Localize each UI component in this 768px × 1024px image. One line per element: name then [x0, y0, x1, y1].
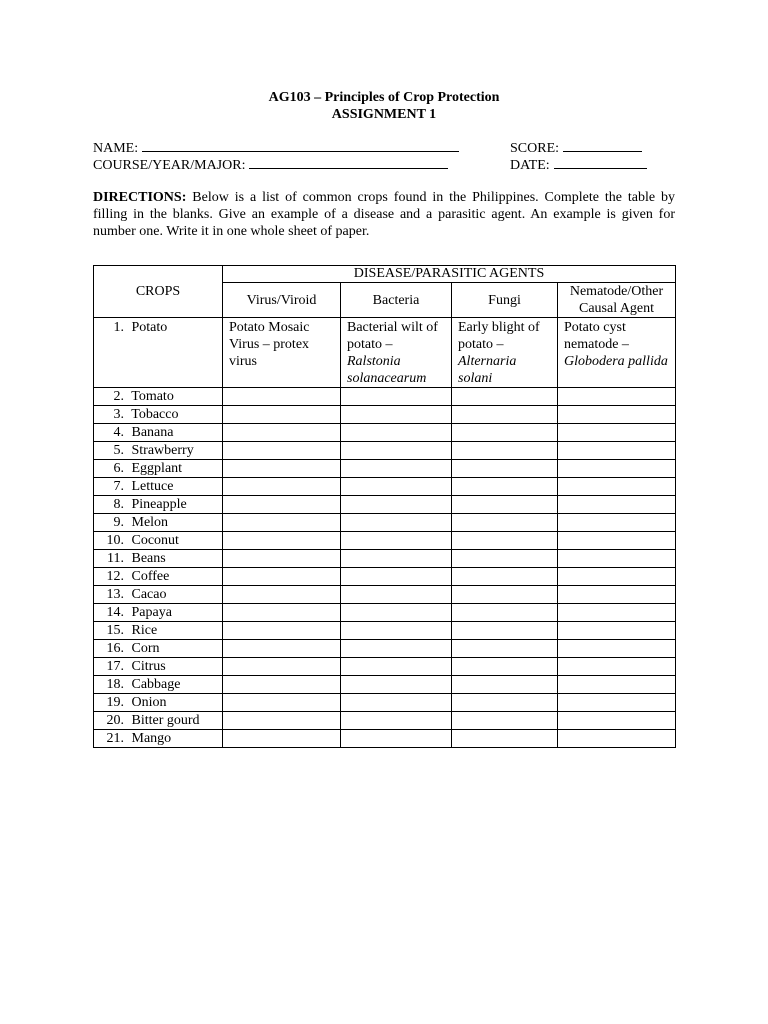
crop-name: Coffee — [131, 569, 170, 584]
nematode-answer-cell[interactable] — [558, 424, 676, 442]
crop-cell — [94, 640, 223, 658]
nematode-answer-cell[interactable] — [558, 496, 676, 514]
table-row — [94, 496, 676, 514]
nematode-answer-cell[interactable] — [558, 514, 676, 532]
crop-name: Cabbage — [131, 677, 181, 692]
table-row — [94, 424, 676, 442]
bacteria-column-header: Bacteria — [341, 283, 452, 318]
virus-answer-cell[interactable] — [223, 658, 341, 676]
fungi-answer-cell[interactable] — [452, 460, 558, 478]
course-title: AG103 – Principles of Crop Protection — [268, 90, 500, 105]
crop-cell — [94, 604, 223, 622]
table-row — [94, 622, 676, 640]
nematode-answer-cell[interactable] — [558, 658, 676, 676]
crop-number: 14. — [106, 605, 124, 620]
bacteria-answer-cell[interactable] — [341, 532, 452, 550]
fungi-answer-cell[interactable] — [452, 442, 558, 460]
crop-cell — [94, 586, 223, 604]
virus-answer-cell[interactable] — [223, 442, 341, 460]
crop-name: Banana — [131, 425, 174, 440]
crop-number: 2. — [113, 389, 124, 404]
virus-answer-cell[interactable] — [223, 730, 341, 748]
crop-number: 8. — [113, 497, 124, 512]
fungi-answer-cell[interactable] — [452, 532, 558, 550]
crop-number: 7. — [113, 479, 124, 494]
nematode-cell — [558, 318, 676, 388]
crop-cell — [94, 442, 223, 460]
crop-number: 4. — [113, 425, 124, 440]
table-row — [94, 442, 676, 460]
name-label: NAME: — [93, 141, 139, 156]
crop-name: Onion — [131, 695, 167, 710]
nematode-answer-cell[interactable] — [558, 586, 676, 604]
virus-cell: Potato Mosaic Virus – protex virus — [223, 318, 341, 388]
table-row — [94, 586, 676, 604]
fungi-answer-cell[interactable] — [452, 622, 558, 640]
name-blank[interactable] — [142, 138, 459, 152]
fungi-answer-cell[interactable] — [452, 730, 558, 748]
fungi-answer-cell[interactable] — [452, 550, 558, 568]
virus-answer-cell[interactable] — [223, 586, 341, 604]
table-row — [94, 532, 676, 550]
fungi-disease: Early blight of potato – — [458, 320, 540, 352]
score-blank[interactable] — [563, 138, 642, 152]
crop-disease-table — [93, 265, 676, 748]
bacteria-answer-cell[interactable] — [341, 496, 452, 514]
crop-cell — [94, 676, 223, 694]
date-field — [510, 155, 647, 174]
crop-name: Rice — [131, 623, 158, 638]
crop-number: 21. — [106, 731, 124, 746]
crop-number: 3. — [113, 407, 124, 422]
example-row — [94, 318, 676, 388]
fungi-answer-cell[interactable] — [452, 586, 558, 604]
student-fields — [93, 138, 675, 172]
bacteria-answer-cell[interactable] — [341, 514, 452, 532]
table-row — [94, 694, 676, 712]
virus-answer-cell[interactable] — [223, 568, 341, 586]
directions-paragraph — [93, 189, 675, 240]
crop-name: Pineapple — [131, 497, 187, 512]
virus-answer-cell[interactable] — [223, 712, 341, 730]
table-row — [94, 406, 676, 424]
fungi-answer-cell[interactable] — [452, 604, 558, 622]
bacteria-answer-cell[interactable] — [341, 478, 452, 496]
bacteria-answer-cell[interactable] — [341, 730, 452, 748]
date-label: DATE: — [510, 158, 550, 173]
table-row — [94, 730, 676, 748]
table-row — [94, 568, 676, 586]
table-row — [94, 676, 676, 694]
virus-answer-cell[interactable] — [223, 496, 341, 514]
crop-name: Coconut — [131, 533, 179, 548]
crop-number: 17. — [106, 659, 124, 674]
table-row — [94, 712, 676, 730]
table-row — [94, 658, 676, 676]
fungi-answer-cell[interactable] — [452, 676, 558, 694]
fungi-answer-cell[interactable] — [452, 478, 558, 496]
table-row — [94, 550, 676, 568]
virus-answer-cell[interactable] — [223, 640, 341, 658]
fungi-answer-cell[interactable] — [452, 694, 558, 712]
bacteria-answer-cell[interactable] — [341, 712, 452, 730]
nematode-answer-cell[interactable] — [558, 460, 676, 478]
crop-cell — [94, 568, 223, 586]
course-label: COURSE/YEAR/MAJOR: — [93, 158, 246, 173]
fungi-answer-cell[interactable] — [452, 712, 558, 730]
crop-cell — [94, 318, 223, 388]
crop-name: Corn — [131, 641, 160, 656]
fungi-answer-cell[interactable] — [452, 496, 558, 514]
virus-answer-cell[interactable] — [223, 424, 341, 442]
crop-cell — [94, 658, 223, 676]
bacteria-answer-cell[interactable] — [341, 622, 452, 640]
table-row — [94, 604, 676, 622]
crop-number: 15. — [106, 623, 124, 638]
bacteria-answer-cell[interactable] — [341, 604, 452, 622]
crop-name: Citrus — [131, 659, 166, 674]
virus-answer-cell[interactable] — [223, 622, 341, 640]
nematode-column-header: Nematode/Other Causal Agent — [558, 283, 676, 318]
fungi-answer-cell[interactable] — [452, 640, 558, 658]
crop-cell — [94, 496, 223, 514]
nematode-answer-cell[interactable] — [558, 532, 676, 550]
nematode-answer-cell[interactable] — [558, 694, 676, 712]
crop-rows — [94, 388, 676, 748]
nematode-answer-cell[interactable] — [558, 622, 676, 640]
virus-answer-cell[interactable] — [223, 460, 341, 478]
crop-number: 20. — [106, 713, 124, 728]
crop-cell — [94, 712, 223, 730]
table-row — [94, 640, 676, 658]
crop-number: 12. — [106, 569, 124, 584]
course-field — [93, 155, 448, 174]
crop-cell — [94, 424, 223, 442]
crop-cell — [94, 694, 223, 712]
crop-name: Tomato — [131, 389, 174, 404]
crop-name: Bitter gourd — [131, 713, 200, 728]
bacteria-disease: Bacterial wilt of potato – — [347, 320, 438, 352]
bacteria-answer-cell[interactable] — [341, 694, 452, 712]
bacteria-answer-cell[interactable] — [341, 388, 452, 406]
crop-number: 16. — [106, 641, 124, 656]
table-header-row-1 — [94, 266, 676, 283]
crop-cell — [94, 532, 223, 550]
bacteria-answer-cell[interactable] — [341, 640, 452, 658]
bacteria-answer-cell[interactable] — [341, 550, 452, 568]
crop-name: Potato — [131, 320, 168, 335]
virus-answer-cell[interactable] — [223, 694, 341, 712]
crop-number: 5. — [113, 443, 124, 458]
bacteria-answer-cell[interactable] — [341, 568, 452, 586]
virus-answer-cell[interactable] — [223, 676, 341, 694]
fungi-answer-cell[interactable] — [452, 424, 558, 442]
bacteria-answer-cell[interactable] — [341, 658, 452, 676]
virus-answer-cell[interactable] — [223, 478, 341, 496]
fungi-cell — [452, 318, 558, 388]
fungi-answer-cell[interactable] — [452, 406, 558, 424]
fungi-answer-cell[interactable] — [452, 658, 558, 676]
bacteria-answer-cell[interactable] — [341, 406, 452, 424]
crop-cell — [94, 730, 223, 748]
virus-answer-cell[interactable] — [223, 406, 341, 424]
crop-name: Tobacco — [131, 407, 179, 422]
fungi-agent: Alternaria solani — [458, 354, 517, 386]
bacteria-agent: Ralstonia solanacearum — [347, 354, 427, 386]
crop-cell — [94, 622, 223, 640]
nematode-answer-cell[interactable] — [558, 568, 676, 586]
virus-answer-cell[interactable] — [223, 388, 341, 406]
crop-name: Beans — [131, 551, 166, 566]
virus-column-header: Virus/Viroid — [223, 283, 341, 318]
nematode-answer-cell[interactable] — [558, 604, 676, 622]
nematode-answer-cell[interactable] — [558, 550, 676, 568]
bacteria-answer-cell[interactable] — [341, 460, 452, 478]
nematode-answer-cell[interactable] — [558, 478, 676, 496]
document-title — [93, 89, 675, 123]
fungi-answer-cell[interactable] — [452, 388, 558, 406]
table-row — [94, 460, 676, 478]
table-row — [94, 514, 676, 532]
crop-cell — [94, 514, 223, 532]
bacteria-answer-cell[interactable] — [341, 442, 452, 460]
crop-number: 11. — [107, 551, 124, 566]
crop-name: Cacao — [131, 587, 167, 602]
crop-number: 1. — [113, 320, 124, 335]
directions-label: DIRECTIONS: — [93, 190, 187, 205]
crop-cell — [94, 388, 223, 406]
crop-cell — [94, 478, 223, 496]
bacteria-answer-cell[interactable] — [341, 586, 452, 604]
crop-name: Eggplant — [131, 461, 183, 476]
score-label: SCORE: — [510, 141, 560, 156]
fungi-answer-cell[interactable] — [452, 514, 558, 532]
crops-header: CROPS — [94, 266, 223, 318]
crop-cell — [94, 406, 223, 424]
nematode-answer-cell[interactable] — [558, 640, 676, 658]
crop-number: 10. — [106, 533, 124, 548]
bacteria-answer-cell[interactable] — [341, 424, 452, 442]
crop-number: 13. — [106, 587, 124, 602]
virus-answer-cell[interactable] — [223, 550, 341, 568]
crop-name: Melon — [131, 515, 169, 530]
crop-name: Strawberry — [131, 443, 194, 458]
virus-answer-cell[interactable] — [223, 514, 341, 532]
crop-number: 19. — [106, 695, 124, 710]
nematode-answer-cell[interactable] — [558, 406, 676, 424]
bacteria-answer-cell[interactable] — [341, 676, 452, 694]
disease-group-header: DISEASE/PARASITIC AGENTS — [223, 266, 676, 283]
nematode-answer-cell[interactable] — [558, 442, 676, 460]
directions-text: Below is a list of common crops found in the Philippines. Complete the table by filling in the blanks. Give an example of a disease and a parasitic agent. An example is given for number one. Write it in one whole sheet of paper. — [93, 190, 675, 239]
virus-answer-cell[interactable] — [223, 604, 341, 622]
crop-cell — [94, 550, 223, 568]
table-row — [94, 388, 676, 406]
assignment-title: ASSIGNMENT 1 — [331, 107, 437, 122]
course-blank[interactable] — [249, 155, 448, 169]
nematode-answer-cell[interactable] — [558, 676, 676, 694]
bacteria-cell — [341, 318, 452, 388]
crop-name: Lettuce — [131, 479, 174, 494]
nematode-answer-cell[interactable] — [558, 730, 676, 748]
crop-cell — [94, 460, 223, 478]
fungi-column-header: Fungi — [452, 283, 558, 318]
crop-number: 9. — [113, 515, 124, 530]
nematode-disease: Potato cyst nematode – — [564, 320, 629, 352]
date-blank[interactable] — [554, 155, 647, 169]
crop-number: 6. — [113, 461, 124, 476]
crop-name: Mango — [131, 731, 172, 746]
virus-answer-cell[interactable] — [223, 532, 341, 550]
nematode-answer-cell[interactable] — [558, 388, 676, 406]
crop-name: Papaya — [131, 605, 172, 620]
fungi-answer-cell[interactable] — [452, 568, 558, 586]
crop-number: 18. — [106, 677, 124, 692]
nematode-agent: Globodera pallida — [564, 354, 668, 369]
table-row — [94, 478, 676, 496]
nematode-answer-cell[interactable] — [558, 712, 676, 730]
